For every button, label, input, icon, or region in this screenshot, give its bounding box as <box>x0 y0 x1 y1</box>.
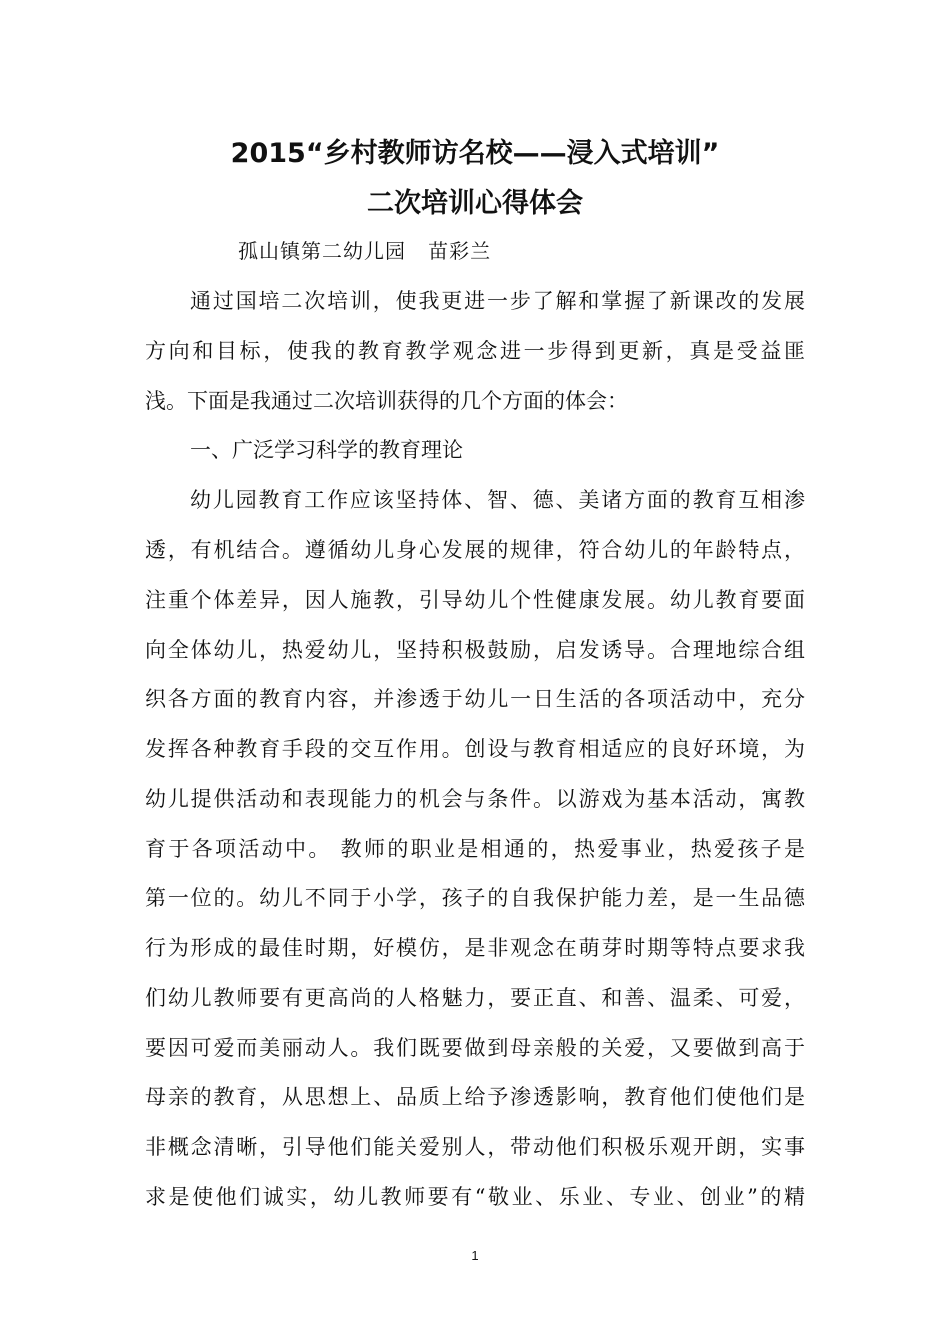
paragraph-line: 母亲的教育，从思想上、品质上给予渗透影响，教育他们使他们是 <box>145 1085 805 1109</box>
paragraph-line: 要因可爱而美丽动人。我们既要做到母亲般的关爱，又要做到高于 <box>145 1036 805 1060</box>
paragraph-line: 浅。下面是我通过二次培训获得的几个方面的体会： <box>145 389 628 413</box>
paragraph-line: 发挥各种教育手段的交互作用。创设与教育相适应的良好环境，为 <box>145 737 805 761</box>
paragraph-line: 方向和目标，使我的教育教学观念进一步得到更新，真是受益匪 <box>145 339 805 363</box>
paragraph-line: 织各方面的教育内容，并渗透于幼儿一日生活的各项活动中，充分 <box>145 687 805 711</box>
document-title: 2015“乡村教师访名校——浸入式培训” <box>230 138 720 169</box>
paragraph-line: 育于各项活动中。 教师的职业是相通的，热爱事业，热爱孩子是 <box>145 837 805 861</box>
paragraph-line: 幼儿提供活动和表现能力的机会与条件。以游戏为基本活动，寓教 <box>145 787 805 811</box>
section-heading: 一、广泛学习科学的教育理论 <box>190 438 463 462</box>
paragraph-line: 非概念清晰，引导他们能关爱别人，带动他们积极乐观开朗，实事 <box>145 1135 805 1159</box>
paragraph-line: 通过国培二次培训，使我更进一步了解和掌握了新课改的发展 <box>190 289 805 313</box>
paragraph-line: 注重个体差异，因人施教，引导幼儿个性健康发展。幼儿教育要面 <box>145 588 805 612</box>
paragraph-line: 行为形成的最佳时期，好模仿，是非观念在萌芽时期等特点要求我 <box>145 936 805 960</box>
document-subtitle: 二次培训心得体会 <box>367 188 583 219</box>
paragraph-line: 透，有机结合。遵循幼儿身心发展的规律，符合幼儿的年龄特点， <box>145 538 805 562</box>
paragraph-line: 求是使他们诚实，幼儿教师要有“敬业、乐业、专业、创业”的精 <box>145 1185 805 1209</box>
paragraph-line: 们幼儿教师要有更高尚的人格魅力，要正直、和善、温柔、可爱， <box>145 986 805 1010</box>
author-line: 孤山镇第二幼儿园 苗彩兰 <box>238 239 492 263</box>
page-number: 1 <box>471 1248 479 1263</box>
paragraph-line: 幼儿园教育工作应该坚持体、智、德、美诸方面的教育互相渗 <box>190 488 805 512</box>
paragraph-line: 第一位的。幼儿不同于小学，孩子的自我保护能力差，是一生品德 <box>145 886 805 910</box>
paragraph-line: 向全体幼儿，热爱幼儿，坚持积极鼓励，启发诱导。合理地综合组 <box>145 638 805 662</box>
